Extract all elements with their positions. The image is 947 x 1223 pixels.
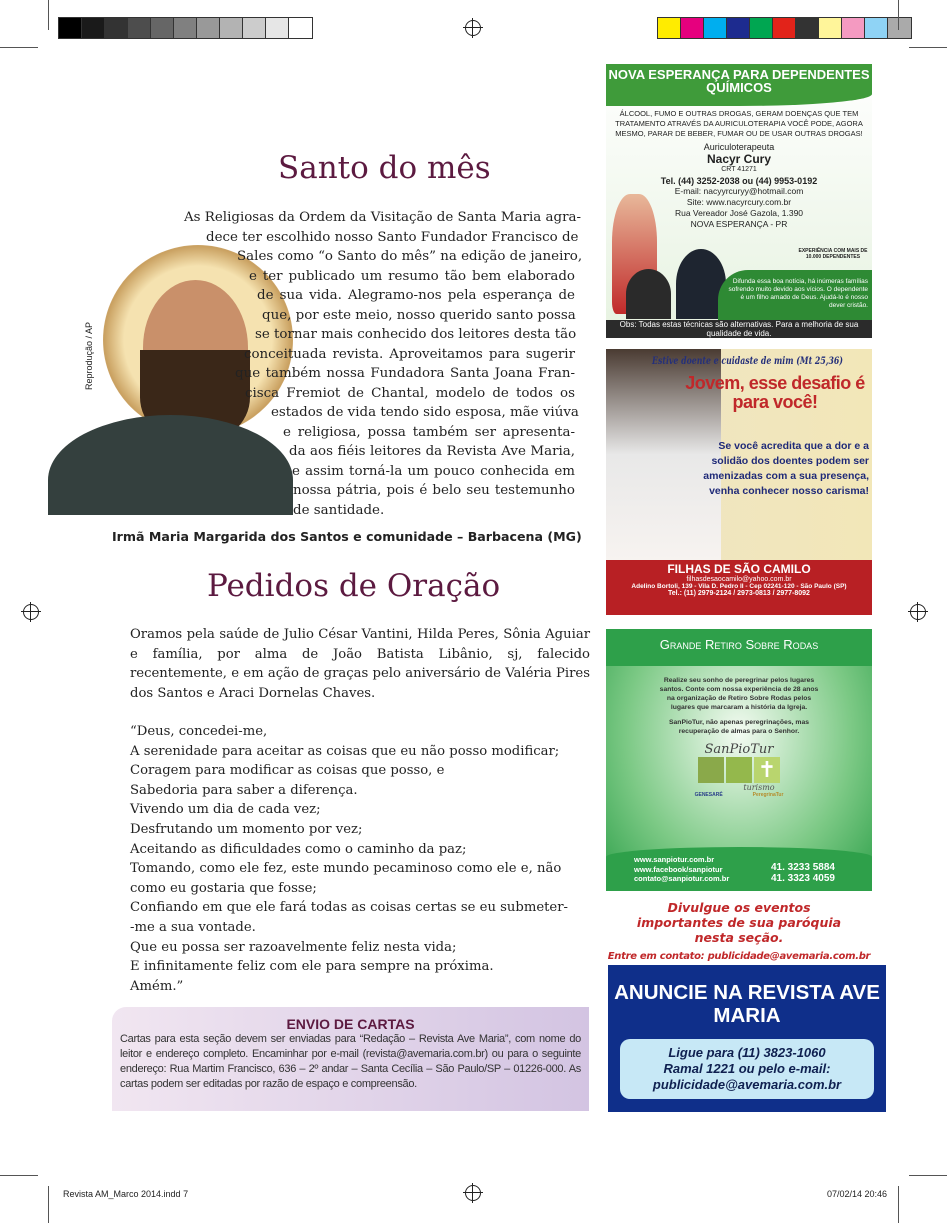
letters-title: ENVIO DE CARTAS (286, 1016, 415, 1032)
letter-line: de santidade. (293, 502, 385, 518)
registration-mark-icon (465, 1185, 481, 1201)
ad-sanpiotur[interactable] (606, 629, 872, 891)
ad3-site: www.sanpiotur.com.br (634, 855, 715, 864)
letter-line: Sales como “o Santo do mês” na edição de janeiro, (237, 249, 583, 264)
ad1-role: Auriculoterapeuta (703, 142, 775, 152)
prayer-line: Que eu possa ser razoavelmente feliz nesta vida; (130, 939, 457, 955)
promo-contact: Entre em contato: publicidade@avemaria.com.br (607, 951, 871, 962)
ad3-phone2: 41. 3323 4059 (771, 873, 835, 884)
section-title-pedidos: Pedidos de Oração (207, 568, 501, 604)
prayer-requests-text: Oramos pela saúde de Julio César Vantini, Hilda Peres, Sônia Aguiar e família, por alma de João Batista Libânio, sj, falecido recentemente, e em ação de graças pelo aniversário de Valéria Pires dos Santos e Araci Dornelas Chaves. (130, 627, 590, 701)
letters-box (112, 1007, 589, 1111)
ad3-body: Realize seu sonho de peregrinar pelos lugares santos. Conte com nossa experiência de 28 anos na organização de Retiro Sobre Rodas pelos lugares que marcaram a história da Igreja. (659, 677, 819, 711)
ad4-phone: Ligue para (11) 3823-1060 (668, 1045, 826, 1060)
letter-line: As Religiosas da Ordem da Visitação de Santa Maria agra- (184, 210, 581, 225)
crop-mark (48, 0, 49, 30)
ad3-email: contato@sanpiotur.com.br (634, 874, 730, 883)
letter-line: e assim torná-la um pouco conhecida em (292, 463, 575, 479)
letter-line: e religiosa, possa também ser apresenta- (283, 424, 575, 440)
registration-mark-icon (23, 604, 39, 620)
ad1-intro: ÁLCOOL, FUMO E OUTRAS DROGAS, GERAM DOENÇAS QUE TEM TRATAMENTO ATRAVÉS DA AURICULOTERAPIA VOCÊ PODE, AGORA MESMO, PARAR DE BEBER, FUMAR OU DE USAR OUTRAS DROGAS! (615, 109, 863, 138)
ad3-logo-sub: turismo (743, 783, 775, 792)
crop-mark (48, 1186, 49, 1223)
ad4-title: ANUNCIE NA REVISTA AVE MARIA (614, 981, 880, 1027)
letter-line: da aos fiéis leitores da Revista Ave Maria, (289, 444, 575, 459)
sanpiotur-logo-icon: ✝ (606, 757, 872, 783)
ad1-address: Rua Vereador José Gazola, 1.390 (674, 208, 804, 218)
letter-line: de sua vida. Alegramo-nos pela esperança de (257, 288, 575, 303)
section-title-santo: Santo do mês (278, 150, 491, 186)
crop-mark (909, 47, 947, 48)
ad2-headline: Jovem, esse desafio é para você! (685, 373, 865, 412)
ad1-city: NOVA ESPERANÇA - PR (690, 219, 788, 229)
partner-logo-peregrinatur: PeregrinaTur (752, 792, 784, 798)
letters-text: Cartas para esta seção devem ser enviadas para “Redação – Revista Ave Maria”, com nome do leitor e endereço completo. Encaminhar por e-mail (revista@avemaria.com.br) ou para o seguinte endereço: Rua Martim Francisco, 636 – 2º andar – Santa Cecília – São Paulo/SP – 01226-000. As cartas podem ser editadas por razão de espaço e compreensão. (120, 1033, 581, 1090)
letter-line: estados de vida tendo sido esposa, mãe viúva (271, 405, 579, 420)
crop-mark (898, 0, 899, 30)
ad3-body2: SanPioTur, não apenas peregrinações, mas recuperação de almas para o Senhor. (668, 719, 810, 735)
prayer-line: Vivendo um dia de cada vez; (130, 802, 321, 818)
letter-signature: Irmã Maria Margarida dos Santos e comunidade – Barbacena (MG) (112, 529, 582, 544)
crop-mark (909, 1175, 947, 1176)
prayer-line: Confiando em que ele fará todas as coisas certas se eu submeter-‑me a sua vontade. (130, 900, 569, 935)
prayer-line: Tomando, como ele fez, este mundo pecaminoso como ele e, não como eu gostaria que fosse; (130, 861, 562, 896)
ad1-title: NOVA ESPERANÇA PARA DEPENDENTES QUÍMICOS (606, 64, 872, 106)
prayer-line: Amém.” (130, 978, 184, 994)
prayer-line: Sabedoria para saber a diferença. (130, 782, 358, 798)
ad-anuncie[interactable] (608, 965, 886, 1112)
crop-mark (898, 1186, 899, 1223)
color-bar (657, 17, 912, 39)
letter-line: dece ter escolhido nosso Santo Fundador Francisco de (206, 229, 579, 245)
ad4-email[interactable]: publicidade@avemaria.com.br (652, 1077, 842, 1092)
letter-line: cisca Fremiot de Chantal, modelo de todos os (245, 385, 575, 401)
ad1-experience: EXPERIÊNCIA COM MAIS DE 10.000 DEPENDENTES (798, 248, 868, 260)
ad2-quote: Estive doente e cuidaste de mim (Mt 25,36) (652, 356, 844, 367)
ad2-body: Se você acredita que a dor e a solidão dos doentes podem ser amenizadas com a sua presença, venha conhecer nosso carisma! (703, 440, 869, 497)
prayer-line: Aceitando as dificuldades como o caminho da paz; (130, 841, 467, 857)
prayer-line: “Deus, concedei-me, (130, 724, 268, 739)
ad3-title: Grande Retiro Sobre Rodas (606, 629, 872, 666)
partner-logo-genesare: GENESARÉ (694, 792, 723, 798)
ad4-ramal: Ramal 1221 ou pelo e-mail: (663, 1061, 831, 1076)
letter-line: que, por este meio, nosso querido santo possa (262, 307, 576, 323)
prayer-line: Desfrutando um momento por vez; (130, 821, 363, 837)
crop-mark (0, 47, 38, 48)
prayer-line: Coragem para modificar as coisas que posso, e (130, 763, 445, 779)
ad1-obs: Obs: Todas estas técnicas são alternativas. Para a melhoria de sua qualidade de vida. (606, 320, 872, 338)
footer-date: 07/02/14 20:46 (827, 1189, 888, 1199)
ad-nova-esperanca[interactable] (606, 64, 872, 338)
ad2-address: Adelino Bortoli, 139 - Vila D. Pedro II - Cep 02241-120 - São Paulo (SP) (631, 583, 847, 590)
ad2-tel: Tel.: (11) 2979-2124 / 2973-0813 / 2977-8092 (668, 590, 810, 597)
prayer-line: E infinitamente feliz com ele para sempre na próxima. (130, 959, 494, 975)
letter-line: nossa pátria, pois é belo seu testemunho (293, 483, 575, 498)
sanpiotur-logo: SanPioTur (704, 742, 774, 757)
letter-line: e ter publicado um resumo tão bem elaborado (249, 268, 575, 284)
ad2-email: filhasdesaocamilo@yahoo.com.br (686, 576, 792, 583)
letter-line: conceituada revista. Aproveitamos para sugerir (244, 346, 575, 362)
crop-mark (0, 1175, 38, 1176)
registration-mark-icon (910, 604, 926, 620)
ad1-crt: CRT 41271 (721, 166, 757, 173)
ad1-email: E-mail: nacyyrcuryy@hotmail.com (674, 186, 804, 196)
prayer-text (130, 722, 590, 996)
photo-credit: Reprodução / AP (84, 321, 94, 390)
registration-mark-icon (465, 20, 481, 36)
ad2-org: FILHAS DE SÃO CAMILO (667, 562, 811, 576)
ad1-site: Site: www.nacyrcury.com.br (686, 197, 792, 207)
ad3-phone1: 41. 3233 5884 (771, 862, 835, 873)
ad3-facebook: www.facebook/sanpiotur (634, 864, 723, 874)
prayer-line: A serenidade para aceitar as coisas que eu não posso modificar; (130, 743, 560, 759)
ad1-message: Difunda essa boa notícia, há inúmeras famílias sofrendo muito devido aos vícios. O dependente é um filho amado de Deus. Ajudá-lo é nosso dever cristão. (718, 270, 872, 320)
photo-person (626, 269, 671, 319)
promo-text: Divulgue os eventos importantes de sua paróquia nesta seção. (636, 900, 842, 945)
letter-line: que também nossa Fundadora Santa Joana Fran- (235, 366, 575, 381)
ad-filhas-sao-camilo[interactable] (606, 349, 872, 615)
grayscale-bar (58, 17, 313, 39)
ad1-tel: Tel. (44) 3252-2038 ou (44) 9953-0192 (660, 176, 818, 186)
letter-line: se tornar mais conhecido dos leitores desta tão (255, 327, 577, 342)
footer-filename: Revista AM_Marco 2014.indd 7 (63, 1189, 189, 1199)
ad1-name: Nacyr Cury (706, 152, 772, 166)
